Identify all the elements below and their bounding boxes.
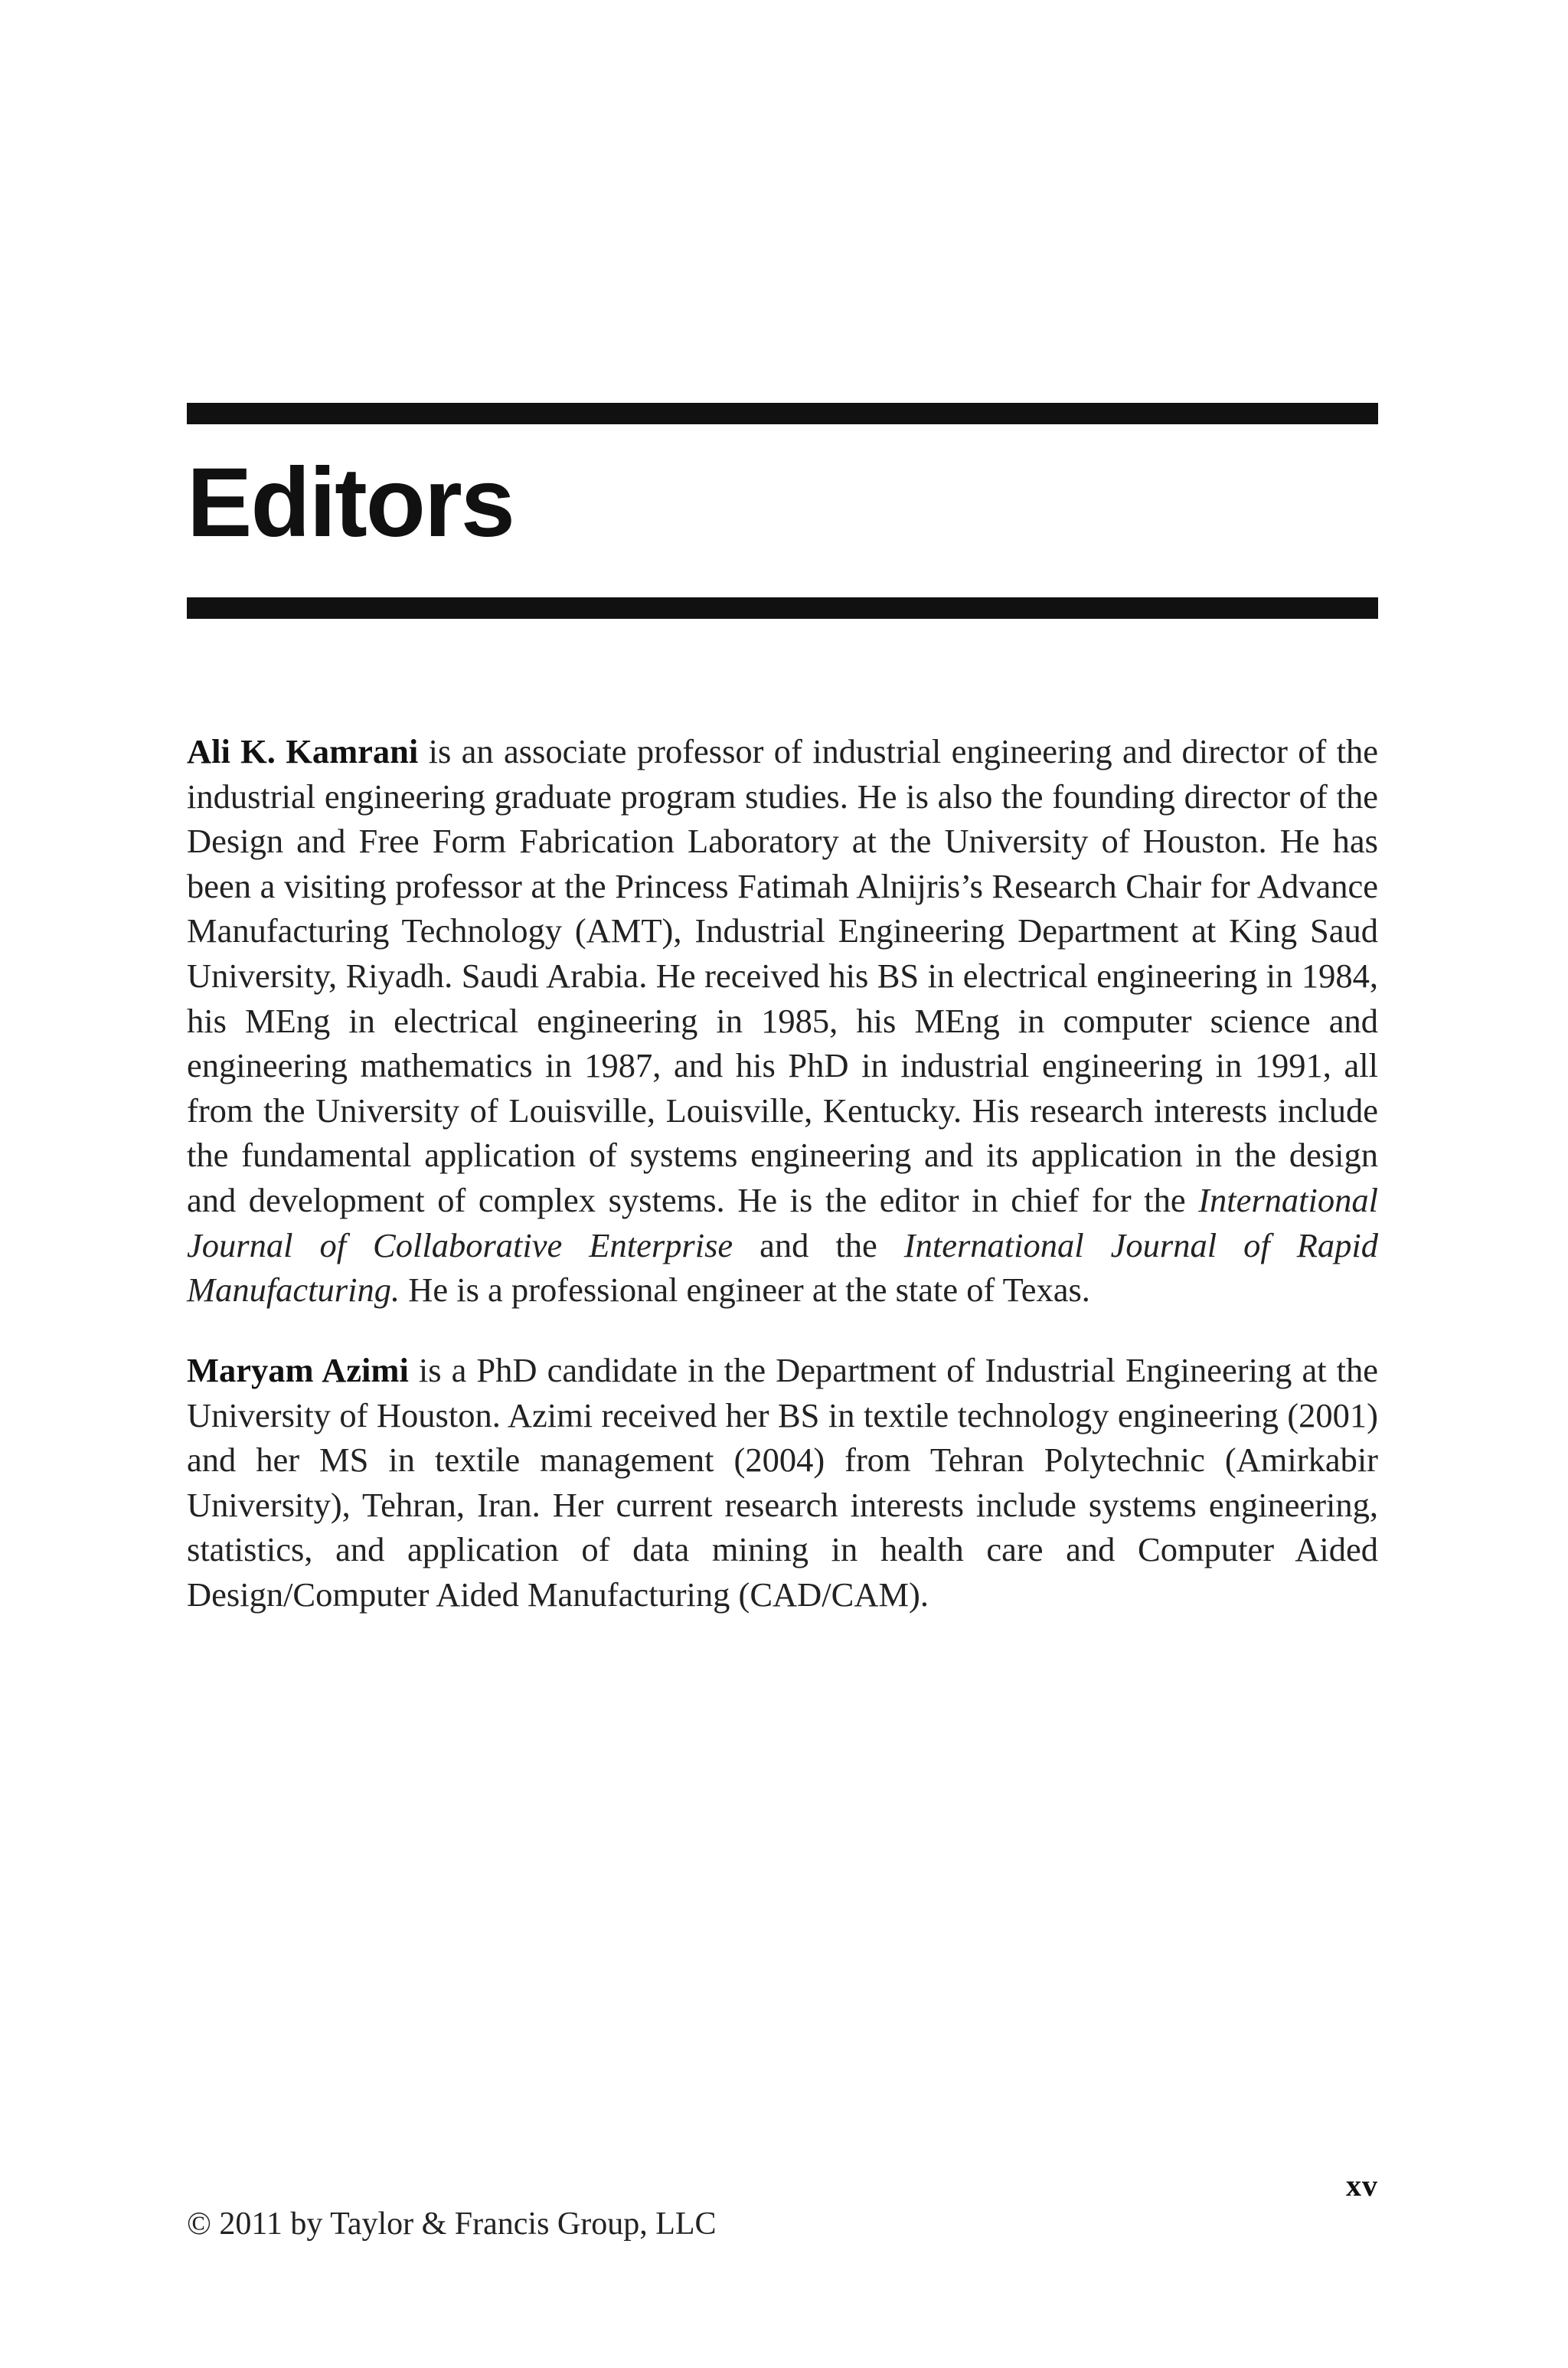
- editor-bio-kamrani: [187, 729, 1378, 1313]
- bio-text: He is a professional engineer at the state of Texas.: [400, 1271, 1090, 1310]
- bio-paragraph: [187, 729, 1378, 1313]
- editor-name: Ali K. Kamrani: [187, 732, 419, 770]
- bio-text: and the: [733, 1225, 904, 1264]
- title-rule-top: [187, 403, 1378, 424]
- journal-title: International Journal of Collaborative Enterprise: [187, 1180, 1378, 1264]
- bio-paragraph: [187, 1348, 1378, 1617]
- title-rule-bottom: [187, 597, 1378, 619]
- journal-title: International Journal of Rapid Manufacturing.: [187, 1225, 1378, 1310]
- page-number: xv: [1346, 2168, 1378, 2203]
- chapter-title: Editors: [187, 448, 514, 558]
- editor-bio-azimi: [187, 1348, 1378, 1617]
- bio-text: is a PhD candidate in the Department of Industrial Engineering at the University of Houston. Azimi received her BS in textile technology engineering (2001) and her MS in textile management (2004) from Tehran Polytechnic (Amirkabir University), Tehran, Iran. Her current research interests include systems engineering, statistics, and application of data mining in health care and Computer Aided Design/Computer Aided Manufacturing (CAD/CAM).: [187, 1351, 1378, 1614]
- bio-text: is an associate professor of industrial engineering and director of the industrial engineering graduate program studies. He is also the founding director of the Design and Free Form Fabrication Laboratory at the University of Houston. He has been a visiting professor at the Princess Fatimah Alnijris’s Research Chair for Advance Manufacturing Technology (AMT), Industrial Engineering Department at King Saud University, Riyadh. Saudi Arabia. He received his BS in electrical engineering in 1984, his MEng in electrical engineering in 1985, his MEng in computer science and engineering mathematics in 1987, and his PhD in industrial engineering in 1991, all from the University of Louisville, Louisville, Kentucky. His research interests include the fundamental application of systems engineering and its application in the design and development of complex systems. He is the editor in chief for the: [187, 732, 1378, 1219]
- copyright-notice: © 2011 by Taylor & Francis Group, LLC: [187, 2206, 717, 2242]
- editor-name: Maryam Azimi: [187, 1351, 409, 1389]
